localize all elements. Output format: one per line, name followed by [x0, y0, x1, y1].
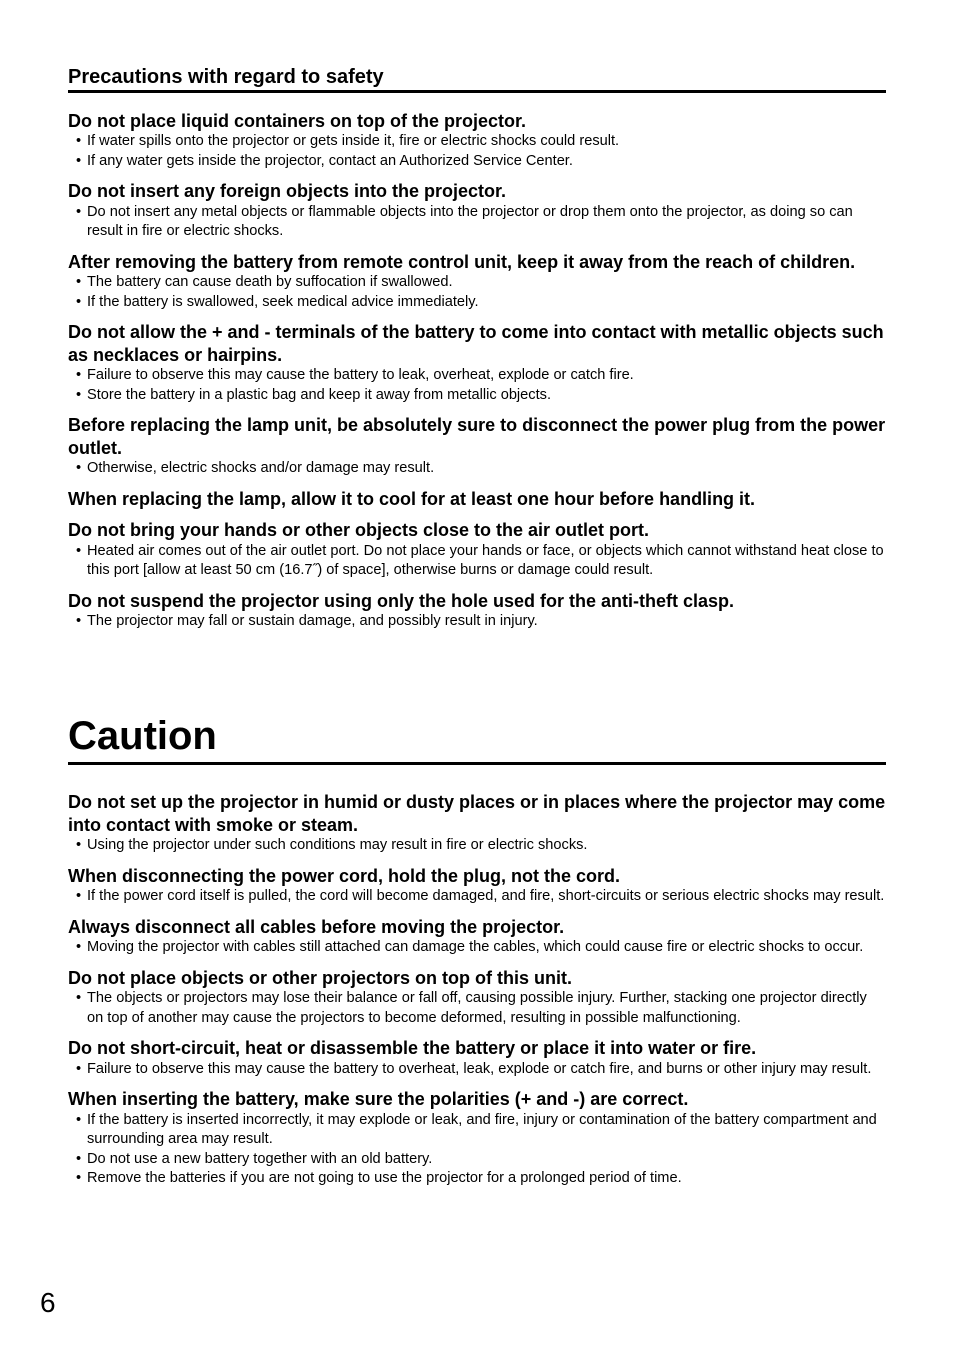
caution-heading: Caution	[68, 714, 886, 765]
page-number: 6	[40, 1287, 56, 1318]
caution-item	[68, 791, 886, 856]
item-title: Do not bring your hands or other objects close to the air outlet port.	[68, 520, 650, 541]
safety-heading: Precautions with regard to safety	[68, 65, 886, 93]
safety-item	[68, 180, 886, 242]
caution-item	[68, 967, 886, 1029]
item-title: Before replacing the lamp unit, be absolutely sure to disconnect the power plug from the power outlet.	[68, 415, 886, 458]
safety-item	[68, 110, 886, 172]
safety-item	[68, 488, 886, 511]
item-title: When replacing the lamp, allow it to cool for at least one hour before handling it.	[68, 488, 756, 509]
bullet-list	[68, 459, 886, 479]
bullet-list	[68, 989, 886, 1028]
safety-item	[68, 414, 886, 479]
caution-item	[68, 1088, 886, 1189]
item-title: Do not set up the projector in humid or dusty places or in places where the projector may come into contact with smoke or steam.	[68, 792, 886, 835]
bullet-list	[68, 938, 886, 958]
item-title: Do not short-circuit, heat or disassemble the battery or place it into water or fire.	[68, 1038, 757, 1059]
caution-section	[68, 714, 886, 1189]
bullet-list	[68, 1111, 886, 1189]
safety-item	[68, 519, 886, 581]
bullet-item: • Failure to observe this may cause the battery to overheat, leak, explode or catch fire, and burns or other injury may result.	[68, 1060, 886, 1080]
caution-item	[68, 916, 886, 958]
safety-section	[68, 65, 886, 632]
bullet-item: • The objects or projectors may lose their balance or fall off, causing possible injury. Further, stacking one projector directly on top of another may cause the projectors to become deformed, resulting in possible malfunctioning.	[68, 989, 886, 1028]
bullet-item: • The battery can cause death by suffocation if swallowed.	[68, 273, 886, 293]
item-title: Do not insert any foreign objects into the projector.	[68, 181, 507, 202]
item-title: After removing the battery from remote control unit, keep it away from the reach of children.	[68, 251, 856, 272]
safety-item	[68, 321, 886, 405]
safety-item	[68, 590, 886, 632]
bullet-list	[68, 542, 886, 581]
bullet-item: • If water spills onto the projector or gets inside it, fire or electric shocks could result.	[68, 132, 886, 152]
safety-item	[68, 251, 886, 313]
bullet-item: • If the battery is swallowed, seek medical advice immediately.	[68, 293, 886, 313]
bullet-item: • If any water gets inside the projector, contact an Authorized Service Center.	[68, 152, 886, 172]
bullet-item: • Otherwise, electric shocks and/or damage may result.	[68, 459, 886, 479]
item-title: Do not place liquid containers on top of the projector.	[68, 110, 527, 131]
item-title: Do not allow the + and - terminals of the battery to come into contact with metallic objects such as necklaces or hairpins.	[68, 322, 884, 365]
bullet-item: • Moving the projector with cables still attached can damage the cables, which could cause fire or electric shocks to occur.	[68, 938, 886, 958]
bullet-item: • Using the projector under such conditions may result in fire or electric shocks.	[68, 836, 886, 856]
item-title: When disconnecting the power cord, hold the plug, not the cord.	[68, 865, 620, 886]
bullet-item: • Do not insert any metal objects or flammable objects into the projector or drop them onto the projector, as doing so can result in fire or electric shocks.	[68, 203, 886, 242]
bullet-list	[68, 366, 886, 405]
bullet-item: • If the power cord itself is pulled, the cord will become damaged, and fire, short-circuits or serious electric shocks may result.	[68, 887, 886, 907]
bullet-list	[68, 203, 886, 242]
bullet-list	[68, 132, 886, 171]
caution-item	[68, 865, 886, 907]
bullet-item: • Store the battery in a plastic bag and keep it away from metallic objects.	[68, 386, 886, 406]
bullet-list	[68, 836, 886, 856]
bullet-item: • Heated air comes out of the air outlet port. Do not place your hands or face, or objects which cannot withstand heat close to this port [allow at least 50 cm (16.7˝) of space], otherwise burns or damage could result.	[68, 542, 886, 581]
bullet-item: • Failure to observe this may cause the battery to leak, overheat, explode or catch fire.	[68, 366, 886, 386]
item-title: When inserting the battery, make sure the polarities (+ and -) are correct.	[68, 1089, 689, 1110]
bullet-list	[68, 612, 886, 632]
document-page	[68, 0, 886, 1198]
item-title: Do not suspend the projector using only the hole used for the anti-theft clasp.	[68, 590, 735, 611]
bullet-list	[68, 887, 886, 907]
item-title: Do not place objects or other projectors on top of this unit.	[68, 967, 573, 988]
bullet-item: • The projector may fall or sustain damage, and possibly result in injury.	[68, 612, 886, 632]
bullet-item: • Remove the batteries if you are not going to use the projector for a prolonged period of time.	[68, 1169, 886, 1189]
item-title: Always disconnect all cables before moving the projector.	[68, 916, 565, 937]
bullet-item: • Do not use a new battery together with an old battery.	[68, 1150, 886, 1170]
bullet-list	[68, 1060, 886, 1080]
caution-item	[68, 1037, 886, 1079]
bullet-item: • If the battery is inserted incorrectly, it may explode or leak, and fire, injury or contamination of the battery compartment and surrounding area may result.	[68, 1111, 886, 1150]
bullet-list	[68, 273, 886, 312]
